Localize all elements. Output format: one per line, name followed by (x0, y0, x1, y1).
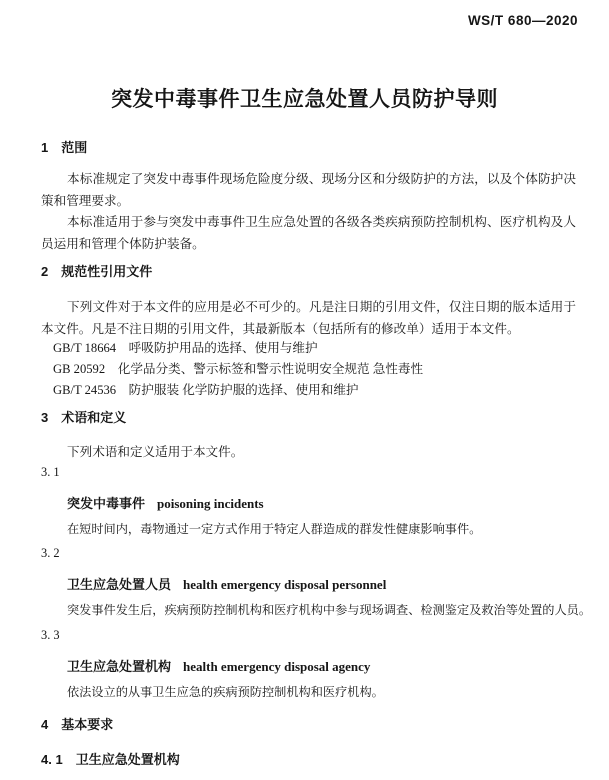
term-english: health emergency disposal agency (183, 659, 371, 674)
paragraph: 本标准规定了突发中毒事件现场危险度分级、现场分区和分级防护的方法，以及个体防护决策和管理要求。 (41, 172, 576, 208)
term-chinese: 卫生应急处置机构 (67, 659, 172, 674)
term-heading (67, 574, 386, 594)
term-heading (67, 656, 370, 676)
term-definition: 依法设立的从事卫生应急的疾病预防控制机构和医疗机构。 (67, 685, 384, 699)
section-2-heading (41, 261, 152, 280)
section-2-number: 2 (41, 264, 49, 279)
section-2-body (41, 297, 576, 340)
section-1-number: 1 (41, 140, 49, 155)
reference-item: GB/T 24536 防护服装 化学防护服的选择、使用和维护 (53, 383, 359, 397)
clause-number: 3. 3 (41, 628, 60, 642)
section-3-intro (41, 442, 576, 464)
section-1-body (41, 169, 576, 255)
paragraph: 本标准适用于参与突发中毒事件卫生应急处置的各级各类疾病预防控制机构、医疗机构及人员运用和管理个体防护装备。 (41, 215, 576, 251)
section-4-1-heading (41, 749, 180, 768)
document-title: 突发中毒事件卫生应急处置人员防护导则 (111, 88, 498, 111)
section-3-heading (41, 407, 126, 426)
term-definition: 突发事件发生后，疾病预防控制机构和医疗机构中参与现场调查、检测鉴定及救治等处置的人员。 (67, 603, 592, 617)
term-chinese: 卫生应急处置人员 (67, 577, 172, 592)
clause-number: 3. 2 (41, 546, 60, 560)
section-1-title: 范围 (61, 140, 88, 155)
reference-item: GB/T 18664 呼吸防护用品的选择、使用与维护 (53, 341, 318, 355)
section-4-heading (41, 714, 113, 733)
paragraph: 下列术语和定义适用于本文件。 (67, 445, 244, 459)
term-definition: 在短时间内，毒物通过一定方式作用于特定人群造成的群发性健康影响事件。 (67, 522, 482, 536)
section-4-1-title: 卫生应急处置机构 (75, 752, 180, 767)
term-chinese: 突发中毒事件 (67, 496, 146, 511)
term-english: poisoning incidents (157, 496, 264, 511)
section-4-number: 4 (41, 717, 49, 732)
normative-references-list (53, 338, 593, 401)
standard-number: WS/T 680—2020 (467, 13, 578, 28)
section-1-heading (41, 137, 87, 156)
section-3-title: 术语和定义 (61, 410, 127, 425)
clause-number: 3. 1 (41, 465, 60, 479)
reference-item: GB 20592 化学品分类、警示标签和警示性说明安全规范 急性毒性 (53, 362, 424, 376)
term-english: health emergency disposal personnel (183, 577, 387, 592)
section-4-title: 基本要求 (61, 717, 114, 732)
section-3-number: 3 (41, 410, 49, 425)
section-2-title: 规范性引用文件 (61, 264, 153, 279)
section-4-1-number: 4. 1 (41, 752, 63, 767)
paragraph: 下列文件对于本文件的应用是必不可少的。凡是注日期的引用文件，仅注日期的版本适用于本文件。凡是不注日期的引用文件，其最新版本（包括所有的修改单）适用于本文件。 (41, 300, 576, 336)
term-heading (67, 493, 264, 513)
